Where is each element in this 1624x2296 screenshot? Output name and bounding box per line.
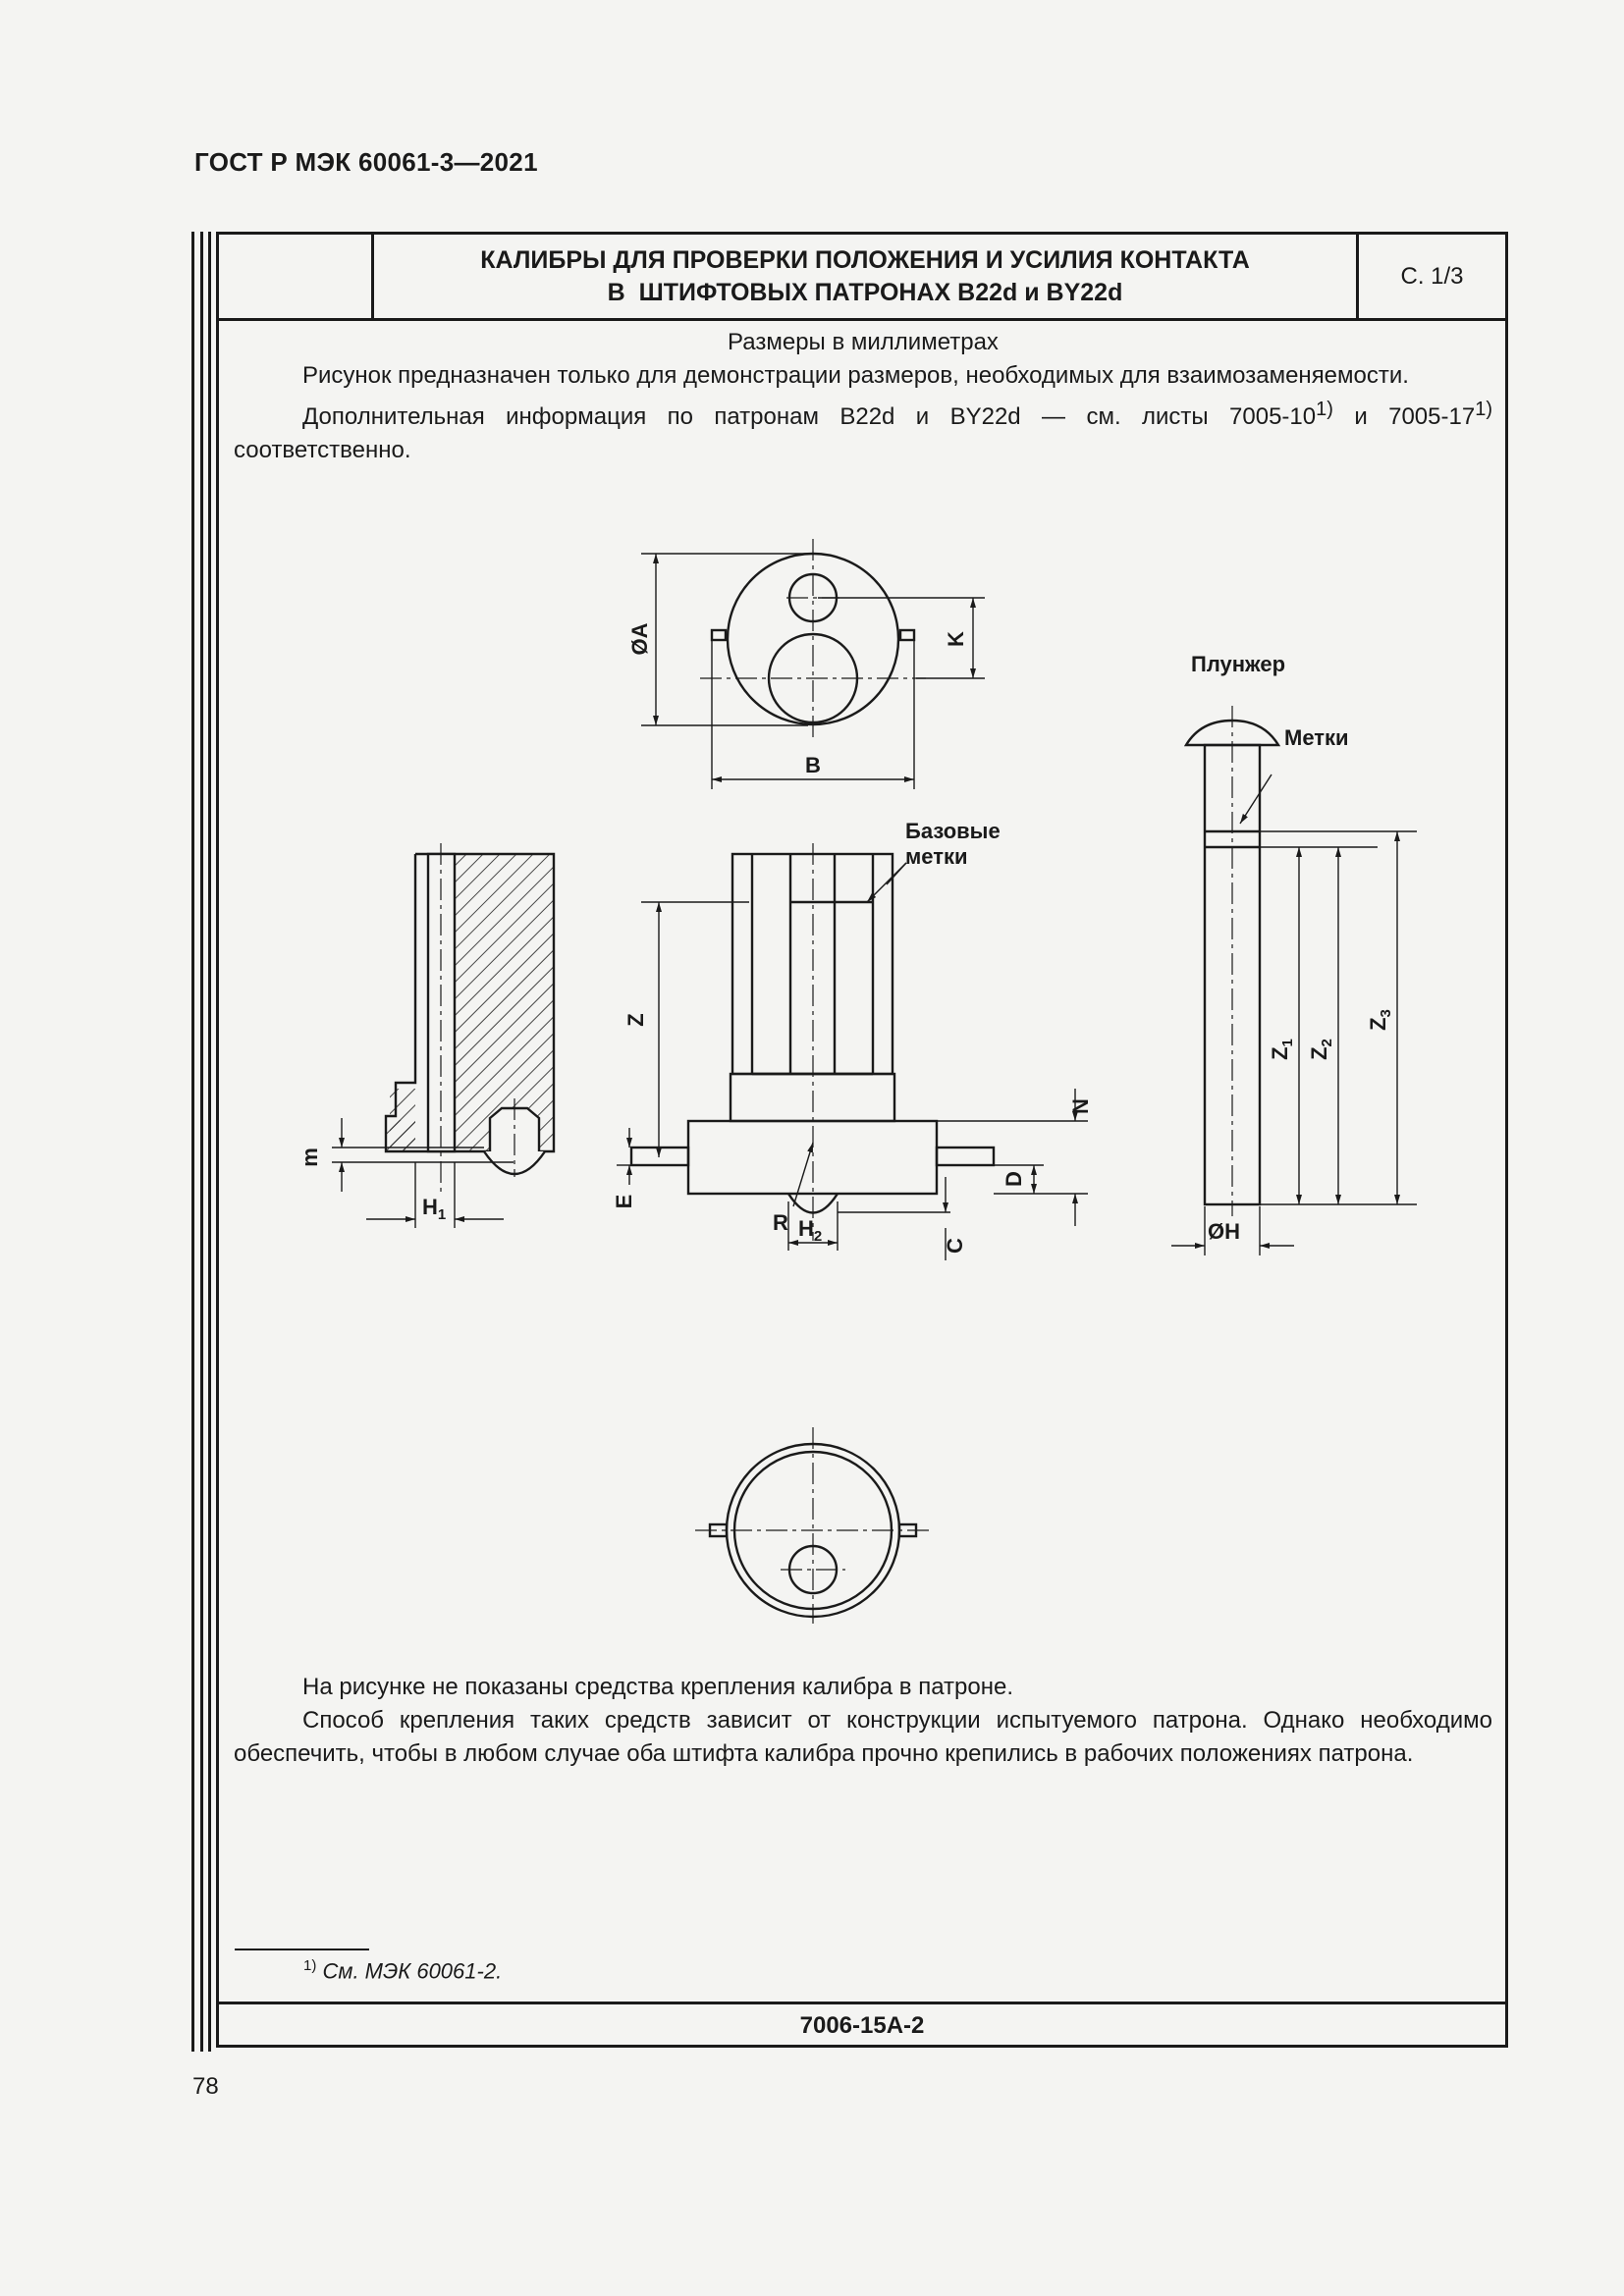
dim-label-c: C: [943, 1238, 967, 1254]
dim-label-dia-h: ØH: [1208, 1219, 1240, 1244]
dim-label-d: D: [1001, 1171, 1026, 1187]
base-marks-label-2: метки: [905, 844, 968, 869]
dim-label-z1: $Z_1$: [1268, 1039, 1296, 1060]
notes-text: [234, 1671, 1492, 1771]
dim-label-m: m: [298, 1148, 322, 1167]
dim-label-dia-a: ØA: [627, 622, 652, 656]
dim-label-h1: $H_1$: [422, 1195, 447, 1223]
binding-rail-outer: [191, 232, 194, 2052]
notes-paragraph-2: Способ крепления таких средств зависит от конструкции испытуемого патрона. Однако необходимо обеспечить, чтобы в любом случае оба штифта калибра прочно крепились в рабочих положениях патрона.: [234, 1707, 1492, 1767]
plunger-label: Плунжер: [1191, 652, 1286, 676]
dim-label-h2: $H_2$: [798, 1216, 823, 1245]
dim-label-k: K: [944, 631, 968, 647]
footnote-ref: 1): [1316, 399, 1333, 420]
dim-label-e: E: [612, 1194, 636, 1209]
footnote-separator: [235, 1949, 369, 1950]
standard-header: ГОСТ Р МЭК 60061-3—2021: [194, 147, 538, 177]
footnote: $^{1)}$ См. МЭК 60061-2.: [303, 1957, 503, 1984]
footnote-ref: 1): [1475, 399, 1492, 420]
dim-label-n: N: [1068, 1098, 1093, 1114]
intro-paragraph-1: Рисунок предназначен только для демонстрации размеров, необходимых для взаимозаменяемости.: [302, 362, 1409, 389]
binding-rail-middle: [200, 232, 203, 2052]
dim-label-z2: $Z_2$: [1307, 1039, 1335, 1060]
plunger-view: [1171, 706, 1417, 1255]
sheet-number: С. 1/3: [1400, 262, 1464, 290]
dim-label-b: B: [805, 753, 821, 777]
dim-label-z3: $Z_3$: [1366, 1009, 1394, 1031]
gauge-drawing: [219, 235, 1505, 1923]
sheet-title-line-1: КАЛИБРЫ ДЛЯ ПРОВЕРКИ ПОЛОЖЕНИЯ И УСИЛИЯ КОНТАКТА: [480, 245, 1250, 274]
units-note: Размеры в миллиметрах: [728, 329, 999, 355]
intro-paragraph-2: Дополнительная информация по патронам B22d и BY22d — см. листы 7005-10$^{1)}$ и 7005-17$^{1)}$ соответственно.: [234, 399, 1492, 463]
base-marks-label-1: Базовые: [905, 819, 1001, 843]
top-view: [641, 539, 985, 789]
notes-paragraph-1: На рисунке не показаны средства крепления калибра в патроне.: [302, 1674, 1013, 1700]
dim-label-r: R: [773, 1210, 788, 1235]
dim-label-z: Z: [623, 1013, 648, 1027]
binding-rail-inner: [208, 232, 211, 2052]
section-view: [332, 843, 554, 1228]
drawing-frame: [216, 232, 1508, 2048]
bottom-view: [695, 1427, 931, 1624]
sheet-title-line-2: В ШТИФТОВЫХ ПАТРОНАХ B22d и BY22d: [607, 278, 1123, 306]
marks-label: Метки: [1284, 725, 1349, 750]
sheet-code: 7006-15A-2: [219, 2002, 1505, 2048]
front-view: [617, 843, 1088, 1260]
page-number: 78: [192, 2073, 219, 2100]
